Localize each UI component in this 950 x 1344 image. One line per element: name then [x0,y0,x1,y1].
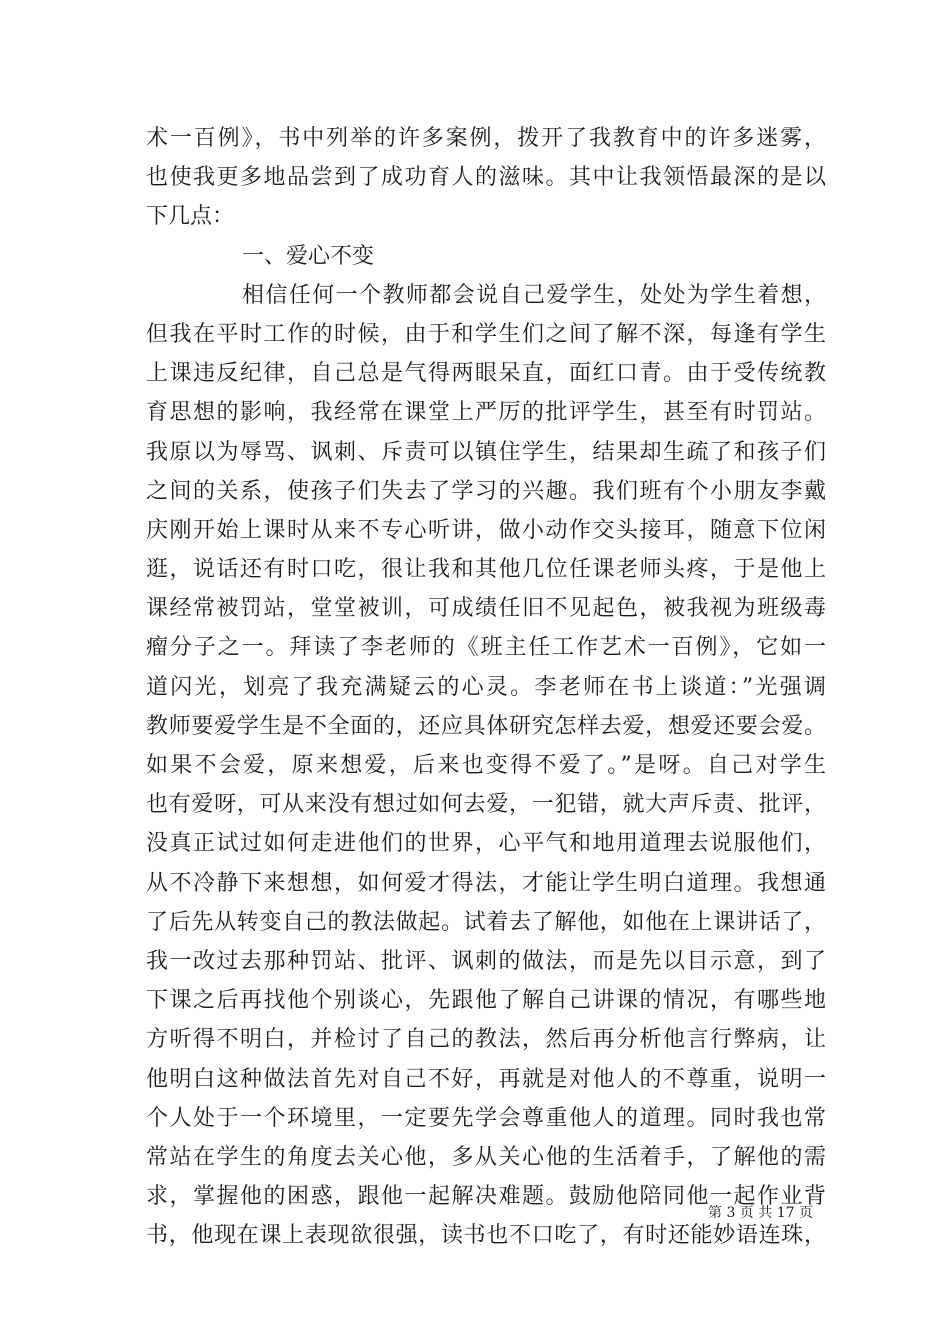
text-line: 书，他现在课上表现欲很强，读书也不口吃了，有时还能妙语连珠， [146,1223,826,1249]
text-line: 常站在学生的角度去关心他，多从关心他的生活着手，了解他的需 [146,1144,826,1170]
text-line: 育思想的影响，我经常在课堂上严厉的批评学生，甚至有时罚站。 [146,400,826,426]
text-line: 方听得不明白，并检讨了自己的教法，然后再分析他言行弊病，让 [146,1027,826,1053]
text-line: 也使我更多地品尝到了成功育人的滋味。其中让我领悟最深的是以 [146,165,826,191]
text-line: 庆刚开始上课时从来不专心听讲，做小动作交头接耳，随意下位闲 [146,517,826,543]
body-text [146,119,826,1255]
text-line: 瘤分子之一。拜读了李老师的《班主任工作艺术一百例》，它如一 [146,635,826,661]
text-line: 术一百例》，书中列举的许多案例，拨开了我教育中的许多迷雾， [146,126,826,151]
text-line: 下课之后再找他个别谈心，先跟他了解自己讲课的情况，有哪些地 [146,988,826,1014]
text-line: 如果不会爱，原来想爱，后来也变得不爱了。”是呀。自己对学生 [146,753,826,778]
page-number-footer: 第 3 页 共 17 页 [708,1205,813,1221]
section-heading: 一、爱心不变 [242,243,375,269]
text-line: 上课违反纪律，自己总是气得两眼呆直，面红口青。由于受传统教 [146,361,826,387]
text-line: 下几点： [146,204,235,230]
text-line: 了后先从转变自己的教法做起。试着去了解他，如他在上课讲话了， [146,909,826,935]
text-line: 教师要爱学生是不全面的，还应具体研究怎样去爱，想爱还要会爱。 [146,713,826,739]
text-line: 道闪光，划亮了我充满疑云的心灵。李老师在书上谈道：”光强调 [146,674,826,700]
text-line: 也有爱呀，可从来没有想过如何去爱，一犯错，就大声斥责、批评， [146,792,826,818]
text-line: 我原以为辱骂、讽刺、斥责可以镇住学生，结果却生疏了和孩子们 [146,439,826,465]
text-line: 从不冷静下来想想，如何爱才得法，才能让学生明白道理。我想通 [146,870,826,896]
text-line: 我一改过去那种罚站、批评、讽刺的做法，而是先以目示意，到了 [146,948,826,974]
text-line: 求，掌握他的困惑，跟他一起解决难题。鼓励他陪同他一起作业背 [146,1184,826,1210]
text-line: 课经常被罚站，堂堂被训，可成绩任旧不见起色，被我视为班级毒 [146,596,826,622]
text-line: 没真正试过如何走进他们的世界，心平气和地用道理去说服他们， [146,831,826,857]
text-line: 逛，说话还有时口吃，很让我和其他几位任课老师头疼，于是他上 [146,557,826,583]
text-line: 之间的关系，使孩子们失去了学习的兴趣。我们班有个小朋友李戴 [146,478,826,504]
text-line: 他明白这种做法首先对自己不好，再就是对他人的不尊重，说明一 [146,1066,826,1092]
text-line: 个人处于一个环境里，一定要先学会尊重他人的道理。同时我也常 [146,1105,826,1131]
text-line: 相信任何一个教师都会说自己爱学生，处处为学生着想， [242,282,826,308]
text-line: 但我在平时工作的时候，由于和学生们之间了解不深，每逢有学生 [146,321,826,347]
